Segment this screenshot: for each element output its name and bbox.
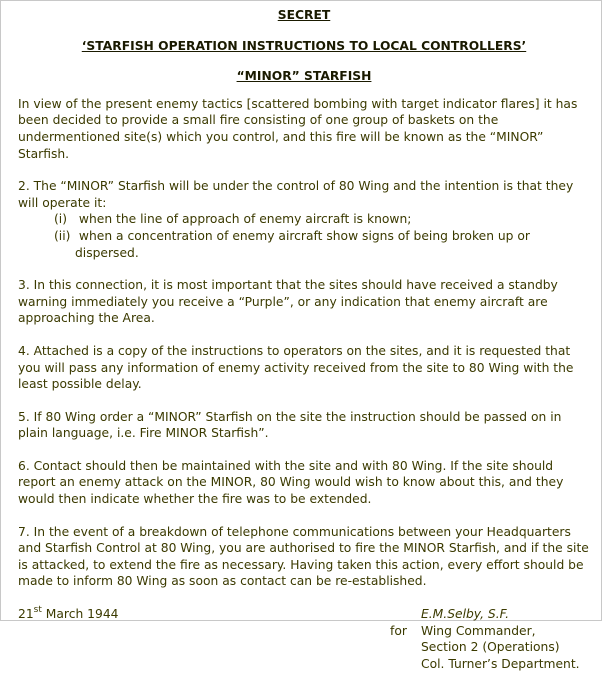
sublist-item-i-text: when the line of approach of enemy aircraft is known; — [78, 212, 412, 227]
paragraph-2-text: 2. The “MINOR” Starfish will be under the control of 80 Wing and the intention is that they will operate it: — [18, 179, 574, 210]
signature-block — [18, 606, 590, 676]
document-body — [18, 7, 590, 676]
paragraph-4: 4. Attached is a copy of the instructions to operators on the sites, and it is requested that you will pass any information of enemy activity received from the site to 80 Wing with the least possible delay. — [18, 343, 574, 392]
sublist-item-ii-text: when a concentration of enemy aircraft show signs of being broken up or — [78, 228, 530, 243]
document-title: ‘STARFISH OPERATION INSTRUCTIONS TO LOCAL CONTROLLERS’ — [81, 38, 527, 53]
signatory-section: Section 2 (Operations) — [421, 640, 560, 655]
sublist-item-i-number: (i) — [54, 212, 68, 227]
paragraph-2-sublist — [18, 211, 590, 261]
signatory-department: Col. Turner’s Department. — [421, 656, 580, 671]
date-day: 21 — [18, 607, 34, 622]
date-month-year: March 1944 — [41, 607, 119, 622]
signatory — [421, 606, 580, 672]
for-label: for — [390, 623, 407, 638]
date-suffix: st — [33, 604, 42, 615]
paragraph-5: 5. If 80 Wing order a “MINOR” Starfish on the site the instruction should be passed on in plain language, i.e. Fire MINOR Starfish”. — [18, 409, 562, 441]
signatory-name: E.M.Selby, S.F. — [421, 607, 510, 622]
paragraph-2 — [18, 178, 590, 261]
document-subtitle: “MINOR” STARFISH — [236, 69, 372, 84]
sublist-item-i — [18, 211, 590, 228]
signatory-rank: Wing Commander, — [421, 623, 536, 638]
paragraph-3: 3. In this connection, it is most important that the sites should have received a standby warning immediately you receive a “Purple”, or any indication that enemy aircraft are approaching the Area. — [18, 278, 558, 326]
paragraph-intro: In view of the present enemy tactics [scattered bombing with target indicator flares] it has been decided to provide a small fire consisting of one group of baskets on the undermentioned site(s) which you control, and this fire will be known as the “MINOR” Starfish. — [18, 96, 578, 161]
sublist-item-ii — [18, 228, 590, 245]
sublist-item-ii-number: (ii) — [54, 228, 71, 243]
paragraph-7: 7. In the event of a breakdown of telephone communications between your Headquarters and Starfish Control at 80 Wing, you are authorised to fire the MINOR Starfish, and if the site is attacked, to extend the fire as necessary. Having taken this action, every effort should be made to inform 80 Wing as soon as contact can be re-established. — [18, 524, 589, 589]
paragraph-6: 6. Contact should then be maintained with the site and with 80 Wing. If the site should report an enemy attack on the MINOR, 80 Wing would wish to know about this, and they would then indicate whether the fire was to be extended. — [18, 458, 564, 507]
secret-heading: SECRET — [277, 8, 331, 22]
sublist-item-ii-continuation: dispersed. — [75, 245, 139, 260]
document-date — [18, 606, 118, 623]
